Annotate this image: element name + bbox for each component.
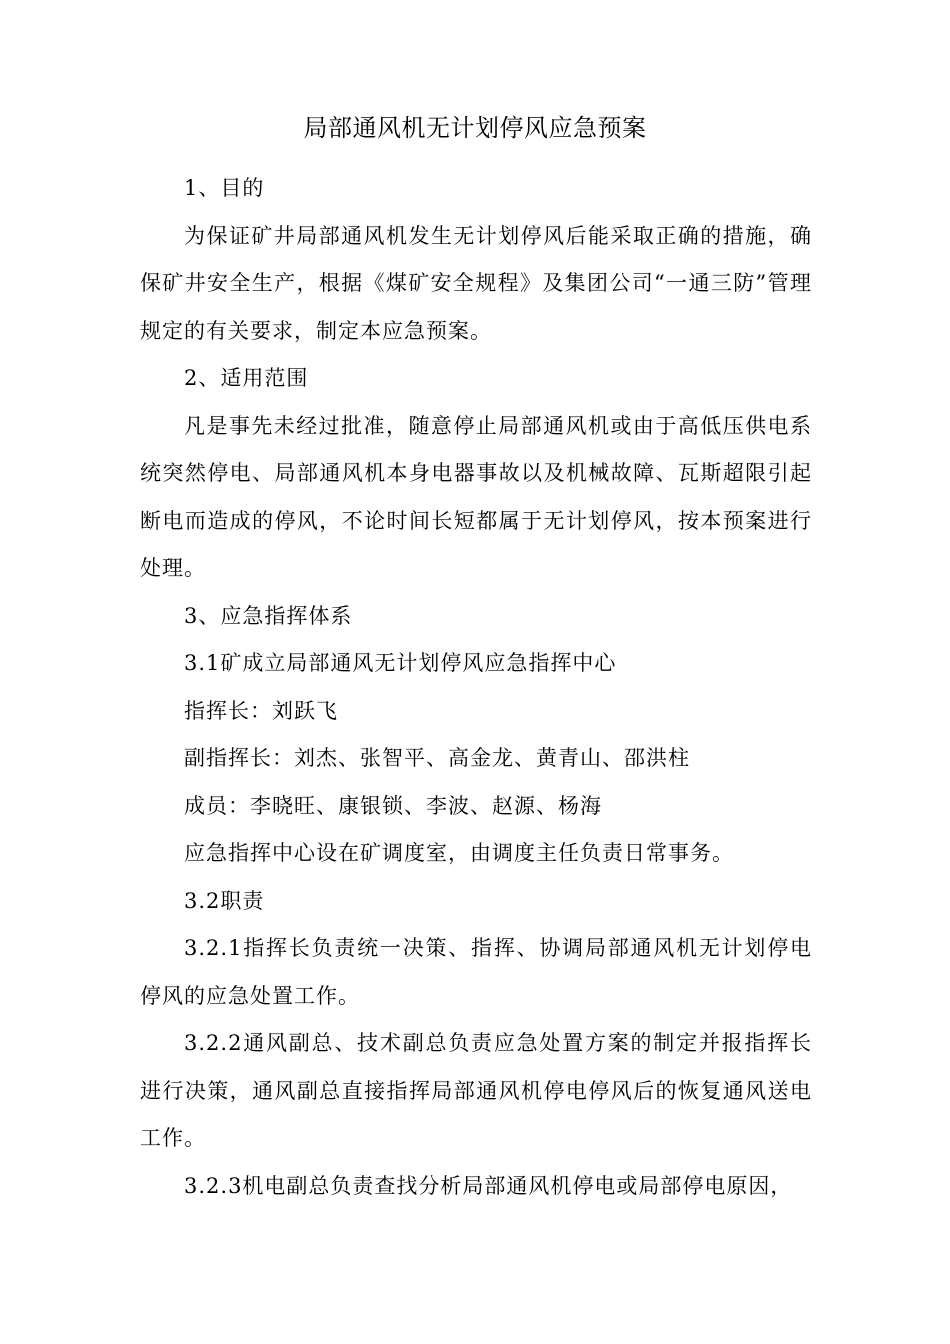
duty-electromechanical-deputy: 3.2.3机电副总负责查找分析局部通风机停电或局部停电原因，	[184, 1173, 793, 1198]
duty-ventilation-deputy: 3.2.2通风副总、技术副总负责应急处置方案的制定并报指挥长进行决策，通风副总直接指挥局部通风机停电停风后的恢复通风送电工作。	[140, 1031, 812, 1150]
commander-line: 指挥长：刘跃飞	[184, 698, 338, 723]
duty-commander: 3.2.1指挥长负责统一决策、指挥、协调局部通风机无计划停电停风的应急处置工作。	[140, 936, 812, 1008]
members-line: 成员：李晓旺、康银锁、李波、赵源、杨海	[184, 793, 602, 818]
section-heading-command-system: 3、应急指挥体系	[184, 603, 353, 628]
subsection-heading-duties: 3.2职责	[184, 888, 265, 913]
command-center-location: 应急指挥中心设在矿调度室，由调度主任负责日常事务。	[184, 841, 734, 865]
subsection-heading-command-center: 3.1矿成立局部通风无计划停风应急指挥中心	[184, 651, 617, 675]
paragraph-purpose: 为保证矿井局部通风机发生无计划停风后能采取正确的措施，确保矿井安全生产，根据《煤矿安全规程》及集团公司“一通三防”管理规定的有关要求，制定本应急预案。	[140, 223, 812, 343]
section-heading-purpose: 1、目的	[184, 176, 265, 200]
paragraph-scope: 凡是事先未经过批准，随意停止局部通风机或由于高低压供电系统突然停电、局部通风机本身电器事故以及机械故障、瓦斯超限引起断电而造成的停风，不论时间长短都属于无计划停风，按本预案进行处理。	[140, 413, 812, 580]
document-title: 局部通风机无计划停风应急预案	[303, 114, 647, 142]
section-heading-scope: 2、适用范围	[184, 366, 309, 390]
document-body	[140, 165, 812, 1210]
deputy-commanders-line: 副指挥长：刘杰、张智平、高金龙、黄青山、邵洪柱	[184, 746, 690, 770]
